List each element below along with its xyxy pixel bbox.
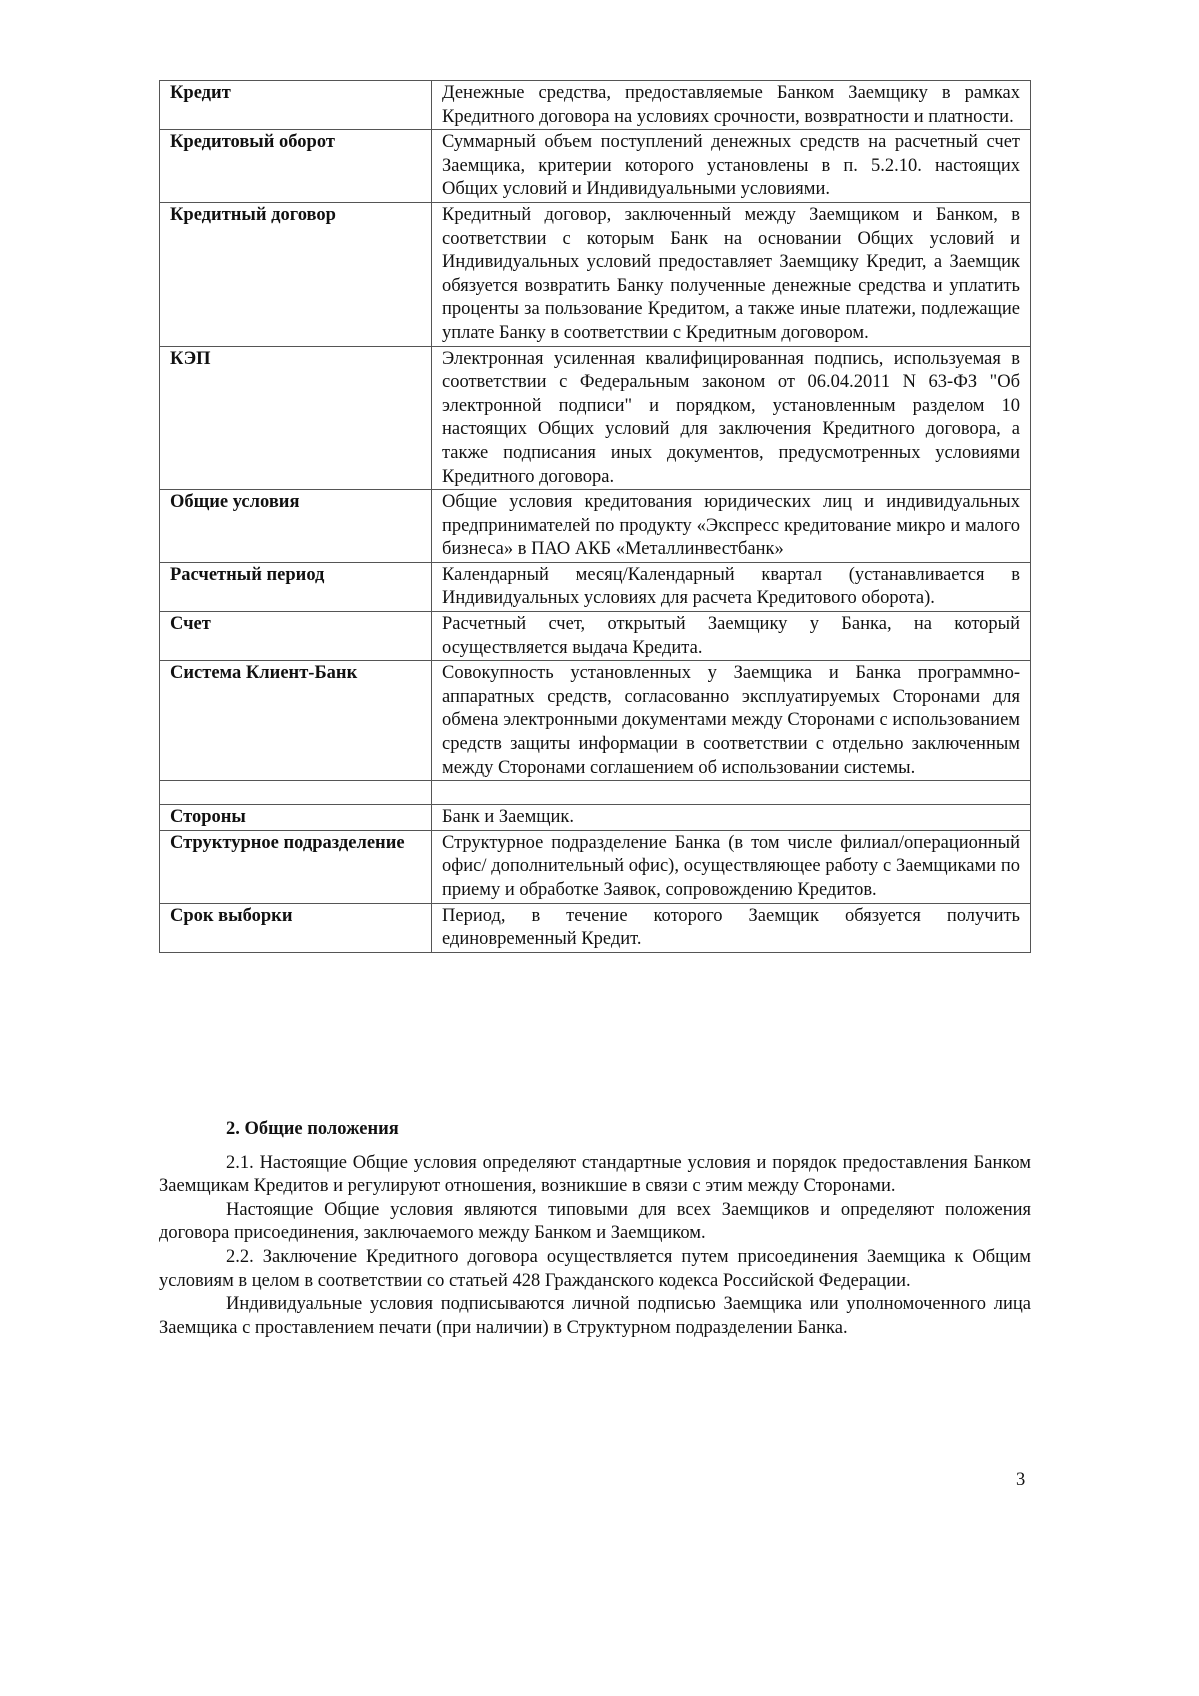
definitions-table <box>159 80 1031 953</box>
table-row <box>160 830 1031 903</box>
definition-cell: Банк и Заемщик. <box>432 805 1031 831</box>
term-cell: Срок выборки <box>160 903 432 952</box>
definition-cell: Кредитный договор, заключенный между Заемщиком и Банком, в соответствии с которым Банк на основании Общих условий и Индивидуальных условий предоставляет Заемщику Кредит, а Заемщик обязуется возвратить Банку полученные денежные средства и уплатить проценты за пользование Кредитом, а также иные платежи, подлежащие уплате Банку в соответствии с Кредитным договором. <box>432 202 1031 346</box>
table-row <box>160 202 1031 346</box>
table-row <box>160 562 1031 611</box>
term-cell: Кредитный договор <box>160 202 432 346</box>
empty-table-row <box>160 781 1031 805</box>
definition-cell <box>432 781 1031 805</box>
definition-cell: Денежные средства, предоставляемые Банком Заемщику в рамках Кредитного договора на условиях срочности, возвратности и платности. <box>432 81 1031 130</box>
paragraph: Индивидуальные условия подписываются личной подписью Заемщика или уполномоченного лица Заемщика с проставлением печати (при наличии) в Структурном подразделении Банка. <box>159 1294 1031 1338</box>
term-cell: Кредитовый оборот <box>160 130 432 203</box>
definition-cell: Расчетный счет, открытый Заемщику у Банка, на который осуществляется выдача Кредита. <box>432 612 1031 661</box>
page-number: 3 <box>1016 1470 1026 1490</box>
term-cell: КЭП <box>160 346 432 490</box>
paragraph: 2.2. Заключение Кредитного договора осуществляется путем присоединения Заемщика к Общим условиям в целом в соответствии со статьей 428 Гражданского кодекса Российской Федерации. <box>159 1246 1031 1291</box>
term-cell <box>160 781 432 805</box>
definition-cell: Совокупность установленных у Заемщика и Банка программно-аппаратных средств, согласованно эксплуатируемых Сторонами для обмена электронными документами между Сторонами с использованием средств защиты информации в соответствии с отдельно заключенным между Сторонами соглашением об использовании системы. <box>432 661 1031 781</box>
paragraph: Настоящие Общие условия являются типовыми для всех Заемщиков и определяют положения договора присоединения, заключаемого между Банком и Заемщиком. <box>159 1199 1031 1244</box>
definition-cell: Структурное подразделение Банка (в том числе филиал/операционный офис/ дополнительный офис), осуществляющее работу с Заемщиками по приему и обработке Заявок, сопровождению Кредитов. <box>432 830 1031 903</box>
term-cell: Стороны <box>160 805 432 831</box>
paragraph: 2.1. Настоящие Общие условия определяют стандартные условия и порядок предоставления Банком Заемщикам Кредитов и регулируют отношения, возникшие в связи с этим между Сторонами. <box>159 1152 1031 1197</box>
table-row <box>160 661 1031 781</box>
term-cell: Счет <box>160 612 432 661</box>
table-row <box>160 903 1031 952</box>
term-cell: Структурное подразделение <box>160 830 432 903</box>
general-provisions-section <box>159 1118 1031 1340</box>
definition-cell: Электронная усиленная квалифицированная подпись, используемая в соответствии с Федеральным законом от 06.04.2011 N 63-ФЗ "Об электронной подписи" и порядком, установленным разделом 10 настоящих Общих условий для заключения Кредитного договора, а также подписания иных документов, предусмотренных условиями Кредитного договора. <box>432 346 1031 490</box>
term-cell: Система Клиент-Банк <box>160 661 432 781</box>
term-cell: Общие условия <box>160 490 432 563</box>
definition-cell: Календарный месяц/Календарный квартал (устанавливается в Индивидуальных условиях для расчета Кредитового оборота). <box>432 562 1031 611</box>
definition-cell: Период, в течение которого Заемщик обязуется получить единовременный Кредит. <box>432 903 1031 952</box>
table-row <box>160 346 1031 490</box>
definition-cell: Общие условия кредитования юридических лиц и индивидуальных предпринимателей по продукту «Экспресс кредитование микро и малого бизнеса» в ПАО АКБ «Металлинвестбанк» <box>432 490 1031 563</box>
term-cell: Расчетный период <box>160 562 432 611</box>
table-row <box>160 81 1031 130</box>
table-row <box>160 612 1031 661</box>
table-row <box>160 130 1031 203</box>
term-cell: Кредит <box>160 81 432 130</box>
definition-cell: Суммарный объем поступлений денежных средств на расчетный счет Заемщика, критерии которого установлены в п. 5.2.10. настоящих Общих условий и Индивидуальными условиями. <box>432 130 1031 203</box>
table-row <box>160 490 1031 563</box>
table-row <box>160 805 1031 831</box>
section-heading: 2. Общие положения <box>226 1119 399 1139</box>
